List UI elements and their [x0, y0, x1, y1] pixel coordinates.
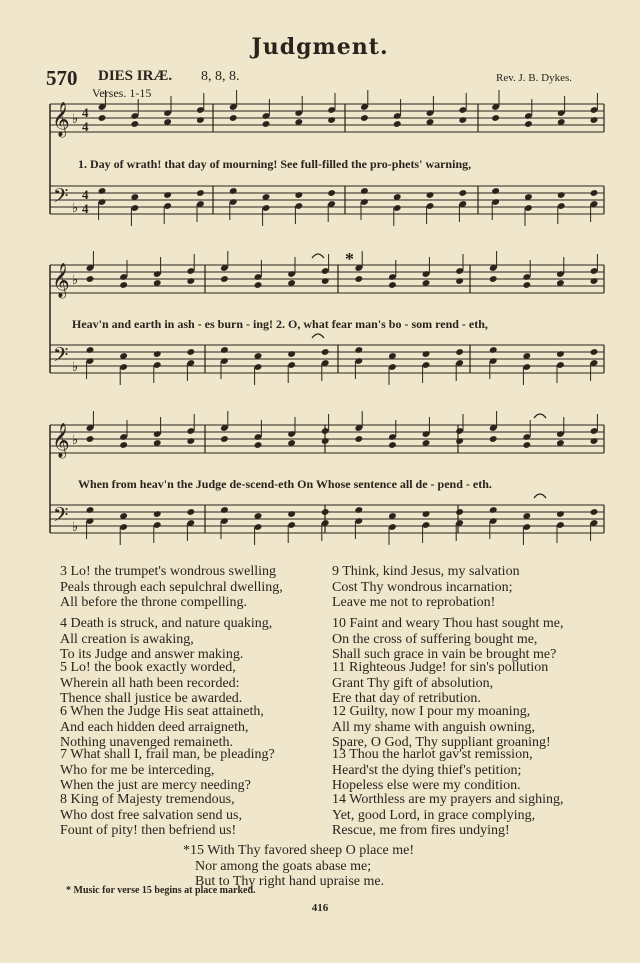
note-head — [455, 508, 464, 516]
lyric-line-3: When from heav'n the Judge de-scend-eth On Whose sentence all de - pend - eth. — [78, 477, 492, 491]
time-sig: 4 — [82, 201, 89, 216]
stanza-line: To its Judge and answer making. — [60, 647, 244, 663]
note-head — [590, 277, 599, 285]
note-head — [196, 189, 205, 197]
stanza-line: Spare, O God, Thy suppliant groaning! — [332, 735, 551, 751]
note-head — [393, 120, 402, 128]
stanza-line: 9 Think, kind Jesus, my salvation — [332, 564, 520, 579]
stanza-line: 12 Guilty, now I pour my moaning, — [332, 704, 531, 719]
note-head — [455, 348, 464, 356]
stanza — [60, 660, 242, 707]
note-head — [98, 187, 107, 195]
note-head — [321, 437, 330, 445]
note-head — [220, 346, 229, 354]
note-head — [491, 187, 500, 195]
note-head — [422, 350, 431, 358]
verses-label: Verses. 1-15 — [92, 86, 152, 100]
stanza-line: 6 When the Judge His seat attaineth, — [60, 704, 264, 719]
note-head — [489, 275, 498, 283]
note-head — [98, 114, 107, 122]
stanza-line: Peals through each sepulchral dwelling, — [60, 579, 283, 595]
stanza-line: Wherein all hath been recorded: — [60, 675, 240, 691]
note-head — [153, 510, 162, 518]
stanza — [60, 564, 283, 611]
stanza-line: Who for me be interceding, — [60, 762, 215, 778]
stanza-line: *15 With Thy favored sheep O place me! — [183, 843, 415, 858]
flat-sign: ♭ — [72, 200, 79, 215]
lyric-line-2: Heav'n and earth in ash - es burn - ing! 2. O, what fear man's bo - som rend - eth, — [72, 317, 488, 331]
stanza-line: Thence shall justice be awarded. — [60, 691, 243, 707]
note-head — [489, 435, 498, 443]
flat-sign: ♭ — [72, 432, 79, 447]
note-head — [86, 346, 95, 354]
stanza-line: 7 What shall I, frail man, be pleading? — [60, 747, 275, 762]
section-title: Judgment. — [251, 34, 389, 60]
meter: 8, 8, 8. — [201, 69, 240, 84]
time-sig: 4 — [82, 119, 89, 134]
time-sig: 4 — [82, 105, 89, 120]
note-head — [196, 116, 205, 124]
stanza-line: 14 Worthless are my prayers and sighing, — [332, 792, 564, 807]
stanza — [332, 704, 551, 751]
stanza-line: 5 Lo! the book exactly worded, — [60, 660, 236, 675]
note-head — [455, 437, 464, 445]
stanza-line: Who dost free salvation send us, — [60, 807, 242, 823]
note-head — [220, 506, 229, 514]
note-head — [556, 350, 565, 358]
time-sig: 4 — [82, 187, 89, 202]
stanza-line: 11 Righteous Judge! for sin's pollution — [332, 660, 549, 675]
note-head — [354, 506, 363, 514]
note-head — [220, 275, 229, 283]
note-head — [590, 508, 599, 516]
note-head — [186, 437, 195, 445]
bass-clef: 𝄢 — [53, 343, 69, 371]
stanza — [332, 616, 564, 663]
note-head — [229, 114, 238, 122]
stanza — [60, 704, 264, 751]
stanza-line: When the just are mercy needing? — [60, 778, 251, 794]
stanza — [60, 616, 272, 663]
note-head — [522, 281, 531, 289]
note-head — [426, 191, 435, 199]
note-head — [422, 510, 431, 518]
stanza-line: All creation is awaking, — [60, 631, 194, 647]
stanza — [332, 660, 548, 707]
stanza-line: And each hidden deed arraigneth, — [60, 719, 249, 735]
note-head — [522, 441, 531, 449]
note-head — [130, 120, 139, 128]
note-head — [186, 348, 195, 356]
bass-clef: 𝄢 — [53, 184, 69, 212]
fermata — [534, 414, 546, 418]
fermata — [312, 254, 324, 258]
note-head — [163, 191, 172, 199]
note-head — [590, 189, 599, 197]
stanza-line: On the cross of suffering bought me, — [332, 631, 538, 647]
stanza-line: Grant Thy gift of absolution, — [332, 675, 494, 691]
flat-sign: ♭ — [72, 111, 79, 126]
stanza-line: Fount of pity! then befriend us! — [60, 823, 237, 839]
note-head — [254, 281, 263, 289]
stanza-line: Nothing unavenged remaineth. — [60, 735, 234, 751]
note-head — [119, 281, 128, 289]
note-head — [86, 435, 95, 443]
note-head — [524, 120, 533, 128]
composer: Rev. J. B. Dykes. — [496, 72, 572, 84]
note-head — [354, 275, 363, 283]
stanza-line: All my shame with anguish owning, — [332, 719, 535, 735]
note-head — [321, 508, 330, 516]
stanza-line: 13 Thou the harlot gav'st remission, — [332, 747, 533, 762]
note-head — [590, 116, 599, 124]
verse-15-marker: * — [345, 249, 354, 269]
stanza-line: Shall such grace in vain be brought me? — [332, 647, 557, 663]
note-head — [327, 189, 336, 197]
stanza-line: 8 King of Majesty tremendous, — [60, 792, 235, 807]
note-head — [388, 441, 397, 449]
stanza-line: Yet, good Lord, in grace complying, — [332, 807, 536, 823]
stanza-line: Rescue, me from fires undying! — [332, 823, 510, 839]
treble-clef: 𝄞 — [52, 263, 70, 298]
flat-sign: ♭ — [72, 272, 79, 287]
note-head — [489, 346, 498, 354]
stanza-line: Hopeless else were my condition. — [332, 778, 521, 794]
flat-sign: ♭ — [72, 359, 79, 374]
note-head — [489, 506, 498, 514]
fermata — [312, 334, 324, 338]
note-head — [254, 441, 263, 449]
note-head — [186, 508, 195, 516]
note-head — [360, 114, 369, 122]
note-head — [388, 281, 397, 289]
note-head — [590, 348, 599, 356]
note-head — [360, 187, 369, 195]
stanza — [332, 747, 533, 794]
tune-name: DIES IRÆ. — [98, 68, 173, 84]
note-head — [458, 189, 467, 197]
note-head — [590, 437, 599, 445]
stanza — [60, 792, 242, 839]
note-head — [119, 441, 128, 449]
treble-clef: 𝄞 — [52, 423, 70, 458]
stanza — [332, 792, 564, 839]
stanza-15 — [183, 843, 414, 890]
note-head — [262, 120, 271, 128]
note-head — [153, 350, 162, 358]
stanza — [60, 747, 275, 794]
stanza-line: But to Thy right hand upraise me. — [195, 874, 385, 890]
note-head — [229, 187, 238, 195]
bass-clef: 𝄢 — [53, 503, 69, 531]
note-head — [220, 435, 229, 443]
stanza-line: All before the throne compelling. — [60, 595, 247, 611]
note-head — [287, 350, 296, 358]
treble-clef: 𝄞 — [52, 102, 70, 137]
note-head — [458, 116, 467, 124]
stanza-line: Cost Thy wondrous incarnation; — [332, 579, 513, 595]
stanza-line: Heard'st the dying thief's petition; — [332, 762, 522, 778]
lyric-line-1: 1. Day of wrath! that day of mourning! See full-filled the pro-phets' warning, — [78, 157, 472, 171]
note-head — [287, 510, 296, 518]
page-number: 416 — [311, 902, 329, 914]
stanza — [332, 564, 520, 611]
note-head — [327, 116, 336, 124]
stanza-line: Leave me not to reprobation! — [332, 595, 496, 611]
flat-sign: ♭ — [72, 519, 79, 534]
fermata — [534, 494, 546, 498]
footnote: * Music for verse 15 begins at place marked. — [66, 885, 256, 896]
hymn-number: 570 — [46, 66, 78, 90]
stanza-line: 10 Faint and weary Thou hast sought me, — [332, 616, 564, 631]
note-head — [491, 114, 500, 122]
note-head — [455, 277, 464, 285]
note-head — [354, 435, 363, 443]
note-head — [86, 506, 95, 514]
note-head — [557, 191, 566, 199]
note-head — [354, 346, 363, 354]
note-head — [294, 191, 303, 199]
stanza-line: Ere that day of retribution. — [332, 691, 481, 707]
stanza-line: 3 Lo! the trumpet's wondrous swelling — [60, 564, 276, 579]
note-head — [86, 275, 95, 283]
stanza-line: Nor among the goats abase me; — [195, 858, 372, 874]
stanza-line: 4 Death is struck, and nature quaking, — [60, 616, 273, 631]
note-head — [186, 277, 195, 285]
note-head — [321, 277, 330, 285]
note-head — [556, 510, 565, 518]
note-head — [321, 348, 330, 356]
